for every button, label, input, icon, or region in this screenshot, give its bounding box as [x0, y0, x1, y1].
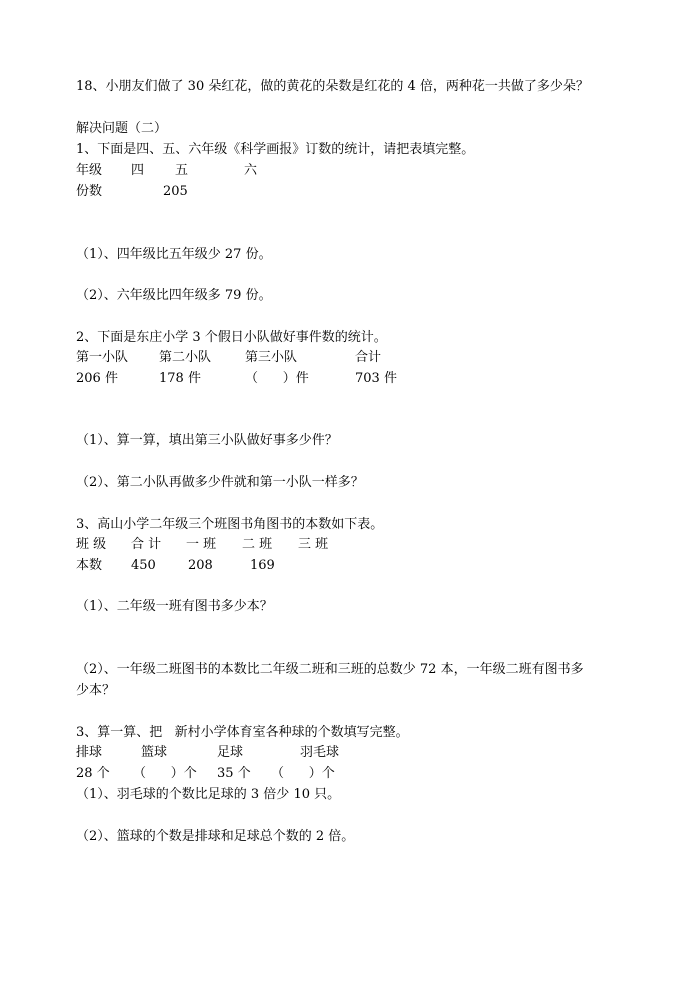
- problem-3-sub-2-line-2: 少本？: [76, 683, 116, 698]
- table-cell: 206 件: [76, 371, 118, 386]
- problem-4-sub-2: （2）、篮球的个数是排球和足球总个数的 2 倍。: [76, 829, 355, 844]
- table-cell: 35 个: [217, 766, 251, 781]
- table-cell: 703 件: [355, 371, 397, 386]
- table-cell: 合计: [355, 350, 382, 365]
- table-cell: 班 级: [76, 537, 107, 552]
- table-cell: 足球: [217, 745, 244, 760]
- table-cell: 四: [131, 163, 145, 178]
- table-cell: 450: [131, 558, 156, 573]
- table-cell: （ ）个: [133, 766, 197, 781]
- section-title: 解决问题（二）: [76, 121, 168, 136]
- problem-2-sub-2: （2）、第二小队再做多少件就和第一小队一样多？: [76, 475, 364, 490]
- table-cell: 份数: [76, 184, 103, 199]
- problem-3-sub-2-line-1: （2）、一年级二班图书的本数比二年级二班和三班的总数少 72 本，一年级二班有图书多: [76, 662, 584, 677]
- table-cell: （ ）件: [245, 371, 309, 386]
- problem-2-title: 2、下面是东庄小学 3 个假日小队做好事件数的统计。: [76, 330, 387, 345]
- table-cell: （ ）个: [271, 766, 335, 781]
- table-cell: 208: [188, 558, 213, 573]
- table-cell: 排球: [76, 745, 103, 760]
- problem-4-title: 3、算一算、把 新村小学体育室各种球的个数填写完整。: [76, 725, 409, 740]
- table-cell: 五: [175, 163, 189, 178]
- question-18: 18、小朋友们做了 30 朵红花，做的黄花的朵数是红花的 4 倍，两种花一共做了多少朵？: [76, 79, 589, 94]
- table-cell: 205: [163, 184, 188, 199]
- problem-3-sub-1: （1）、二年级一班有图书多少本？: [76, 599, 273, 614]
- problem-3-title: 3、高山小学二年级三个班图书角图书的本数如下表。: [76, 517, 384, 532]
- table-cell: 年级: [76, 163, 103, 178]
- problem-1-sub-2: （2）、六年级比四年级多 79 份。: [76, 288, 272, 303]
- problem-2-sub-1: （1）、算一算，填出第三小队做好事多少件？: [76, 433, 338, 448]
- table-cell: 六: [244, 163, 258, 178]
- table-cell: 三 班: [298, 537, 329, 552]
- table-cell: 本数: [76, 558, 103, 573]
- table-cell: 第二小队: [159, 350, 212, 365]
- problem-1-sub-1: （1）、四年级比五年级少 27 份。: [76, 247, 272, 262]
- table-cell: 169: [250, 558, 275, 573]
- table-cell: 178 件: [159, 371, 201, 386]
- problem-1-title: 1、下面是四、五、六年级《科学画报》订数的统计，请把表填完整。: [76, 142, 475, 157]
- table-cell: 篮球: [141, 745, 168, 760]
- table-cell: 二 班: [242, 537, 273, 552]
- table-cell: 一 班: [186, 537, 217, 552]
- table-cell: 第三小队: [245, 350, 298, 365]
- problem-4-sub-1: （1）、羽毛球的个数比足球的 3 倍少 10 只。: [76, 787, 341, 802]
- table-cell: 第一小队: [76, 350, 129, 365]
- table-cell: 28 个: [76, 766, 110, 781]
- table-cell: 合 计: [131, 537, 162, 552]
- table-cell: 羽毛球: [300, 745, 340, 760]
